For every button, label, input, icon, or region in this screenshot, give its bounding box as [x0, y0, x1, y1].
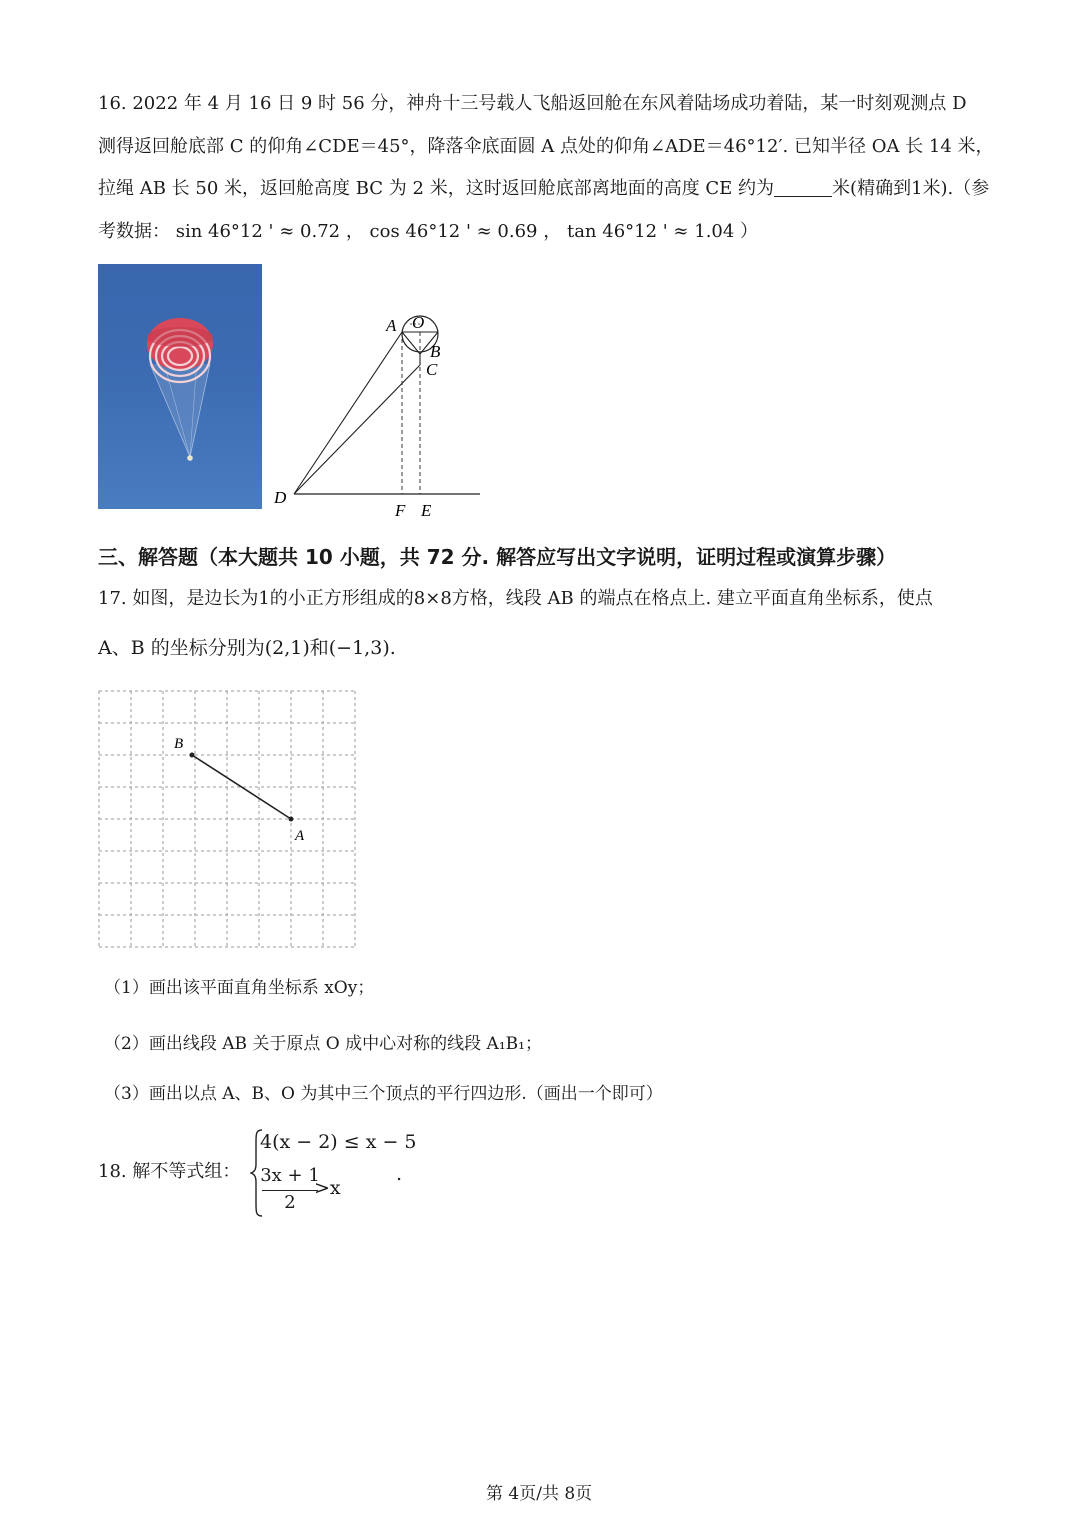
q16-diagram	[268, 305, 488, 525]
grid-label-A: A	[295, 828, 305, 844]
label-B: B	[430, 342, 441, 361]
inequality-1: 4(x − 2) ≤ x − 5	[260, 1131, 417, 1153]
fraction-denominator: 2	[284, 1192, 296, 1213]
q18-prefix: 18. 解不等式组：	[98, 1161, 241, 1182]
q16-line3	[98, 177, 989, 201]
q17-line2: A、B 的坐标分别为(2,1)和(−1,3).	[98, 637, 396, 659]
label-O: O	[412, 313, 425, 332]
grid-label-B: B	[174, 736, 184, 752]
label-E: E	[421, 501, 432, 520]
label-C: C	[426, 360, 438, 379]
q17-item-1: （1）画出该平面直角坐标系 xOy；	[104, 978, 375, 998]
label-F: F	[395, 501, 406, 520]
label-D: D	[274, 488, 287, 507]
page-number: 第 4页/共 8页	[486, 1484, 593, 1504]
parachute-photo	[98, 264, 262, 509]
q16-line1: 16. 2022 年 4 月 16 日 9 时 56 分，神舟十三号载人飞船返回舱在东风着陆场成功着陆，某一时刻观测点 D	[98, 93, 967, 114]
q16-line3-tail: 米(精确到1米).（参	[832, 178, 990, 199]
q17-item-2: （2）画出线段 AB 关于原点 O 成中心对称的线段 A₁B₁；	[104, 1034, 542, 1054]
q16-line3-text: 拉绳 AB 长 50 米，返回舱高度 BC 为 2 米，这时返回舱底部离地面的高度 CE 约为	[98, 178, 775, 199]
q16-line4: 考数据： sin 46°12 ' ≈ 0.72 ， cos 46°12 ' ≈ 0.69 ， tan 46°12 ' ≈ 1.04 ）	[98, 221, 759, 242]
fraction	[260, 1164, 320, 1215]
section-heading: 三、解答题（本大题共 10 小题，共 72 分. 解答应写出文字说明，证明过程或演算步骤）	[98, 545, 897, 569]
q17-line1: 17. 如图，是边长为1的小正方形组成的8×8方格，线段 AB 的端点在格点上. 建立平面直角坐标系，使点	[98, 588, 933, 609]
fraction-numerator: 3x + 1	[260, 1165, 320, 1186]
inequality-system	[250, 1128, 420, 1218]
label-A: A	[386, 316, 397, 335]
q18-period: .	[396, 1163, 403, 1185]
q16-line2: 测得返回舱底部 C 的仰角∠CDE＝45°，降落伞底面圆 A 点处的仰角∠ADE＝46°12′. 已知半径 OA 长 14 米，	[98, 136, 994, 157]
inequality-2-relation: >x	[314, 1177, 341, 1199]
q17-item-3: （3）画出以点 A、B、O 为其中三个顶点的平行四边形.（画出一个即可）	[104, 1084, 663, 1104]
answer-blank[interactable]	[774, 178, 832, 197]
q17-grid	[96, 688, 356, 950]
